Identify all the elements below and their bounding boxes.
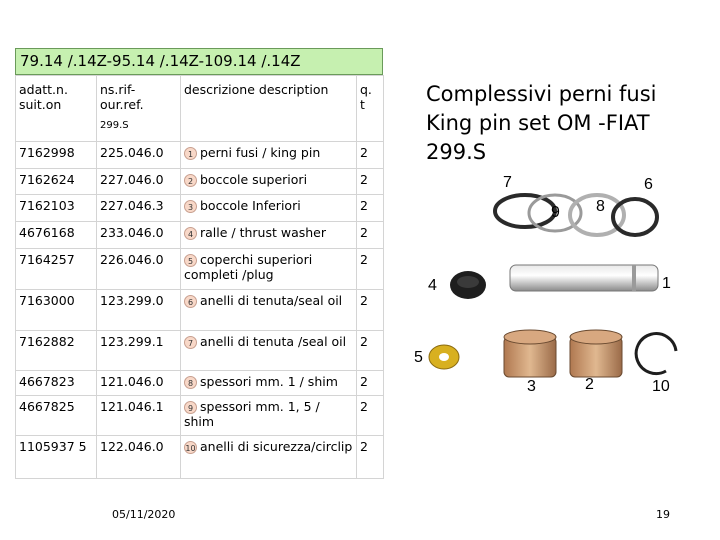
table-title: 79.14 /.14Z-95.14 /.14Z-109.14 /.14Z	[15, 48, 383, 75]
item-number-badge: 7	[184, 336, 197, 349]
cell-ref: 227.046.3	[97, 195, 181, 222]
description-text: anelli di tenuta/seal oil	[200, 293, 343, 308]
description-text: ralle / thrust washer	[200, 225, 327, 240]
kit-title: Complessivi perni fusi King pin set OM -FIAT 299.S	[426, 82, 657, 164]
item-number-badge: 3	[184, 200, 197, 213]
label-9: 9	[551, 204, 560, 221]
cell-description	[181, 371, 357, 396]
header-adatt: adatt.n. suit.on	[16, 76, 97, 142]
cell-ref: 227.046.0	[97, 169, 181, 195]
cell-adatt: 1105937 5	[16, 436, 97, 479]
footer-date: 05/11/2020	[112, 508, 176, 521]
item-number-badge: 1	[184, 147, 197, 160]
label-3: 3	[527, 378, 536, 395]
table-row	[16, 222, 384, 249]
table-row	[16, 436, 384, 479]
table-row	[16, 290, 384, 331]
label-1: 1	[662, 275, 671, 292]
header-ns-rif	[97, 76, 181, 142]
cell-adatt: 4667823	[16, 371, 97, 396]
cell-adatt: 4676168	[16, 222, 97, 249]
table-row	[16, 142, 384, 169]
parts-photo	[400, 165, 698, 397]
cell-qty: 2	[357, 169, 384, 195]
item-number-badge: 9	[184, 401, 197, 414]
table-header-row	[16, 76, 384, 142]
cell-description	[181, 169, 357, 195]
label-4: 4	[428, 277, 437, 294]
description-text: boccole superiori	[200, 172, 308, 187]
cell-qty: 2	[357, 142, 384, 169]
header-ns-rif-sub: 299.S	[100, 120, 129, 131]
description-text: perni fusi / king pin	[200, 145, 321, 160]
label-7: 7	[503, 174, 512, 191]
header-ns-rif-label: ns.rif-our.ref.	[100, 82, 144, 112]
cell-adatt: 7164257	[16, 249, 97, 290]
description-text: coperchi superiori completi /plug	[184, 252, 313, 282]
cell-qty: 2	[357, 222, 384, 249]
item-number-badge: 5	[184, 254, 197, 267]
description-text: spessori mm. 1 / shim	[200, 374, 338, 389]
cell-ref: 121.046.0	[97, 371, 181, 396]
item-number-badge: 2	[184, 174, 197, 187]
cell-description	[181, 222, 357, 249]
cell-ref: 122.046.0	[97, 436, 181, 479]
cell-qty: 2	[357, 371, 384, 396]
cell-adatt: 4667825	[16, 396, 97, 436]
cell-adatt: 7162882	[16, 331, 97, 371]
cell-adatt: 7163000	[16, 290, 97, 331]
item-number-badge: 8	[184, 376, 197, 389]
cell-adatt: 7162103	[16, 195, 97, 222]
cell-ref: 123.299.0	[97, 290, 181, 331]
cell-qty: 2	[357, 396, 384, 436]
header-description: descrizione description	[181, 76, 357, 142]
cell-description	[181, 142, 357, 169]
description-text: anelli di sicurezza/circlip	[200, 439, 353, 454]
cell-description	[181, 249, 357, 290]
label-5: 5	[414, 349, 423, 366]
item-number-badge: 6	[184, 295, 197, 308]
cell-description	[181, 331, 357, 371]
label-10: 10	[652, 378, 670, 395]
description-text: spessori mm. 1, 5 / shim	[184, 399, 320, 429]
cell-description	[181, 396, 357, 436]
cell-qty: 2	[357, 195, 384, 222]
table-row	[16, 396, 384, 436]
item-number-badge: 10	[184, 441, 197, 454]
table-row	[16, 371, 384, 396]
cell-ref: 121.046.1	[97, 396, 181, 436]
item-number-badge: 4	[184, 227, 197, 240]
label-6: 6	[644, 176, 653, 193]
cell-ref: 225.046.0	[97, 142, 181, 169]
cell-ref: 226.046.0	[97, 249, 181, 290]
cell-qty: 2	[357, 290, 384, 331]
parts-table	[15, 75, 384, 479]
cell-adatt: 7162998	[16, 142, 97, 169]
label-2: 2	[585, 376, 594, 393]
table-row	[16, 331, 384, 371]
cell-description	[181, 290, 357, 331]
cell-description	[181, 436, 357, 479]
table-row	[16, 169, 384, 195]
cell-adatt: 7162624	[16, 169, 97, 195]
cell-qty: 2	[357, 436, 384, 479]
table-row	[16, 249, 384, 290]
table-row	[16, 195, 384, 222]
description-text: anelli di tenuta /seal oil	[200, 334, 347, 349]
cell-ref: 123.299.1	[97, 331, 181, 371]
label-8: 8	[596, 198, 605, 215]
cell-ref: 233.046.0	[97, 222, 181, 249]
cell-qty: 2	[357, 331, 384, 371]
cell-qty: 2	[357, 249, 384, 290]
page-number: 19	[656, 508, 670, 521]
cell-description	[181, 195, 357, 222]
description-text: boccole Inferiori	[200, 198, 301, 213]
header-qty: q. t	[357, 76, 384, 142]
